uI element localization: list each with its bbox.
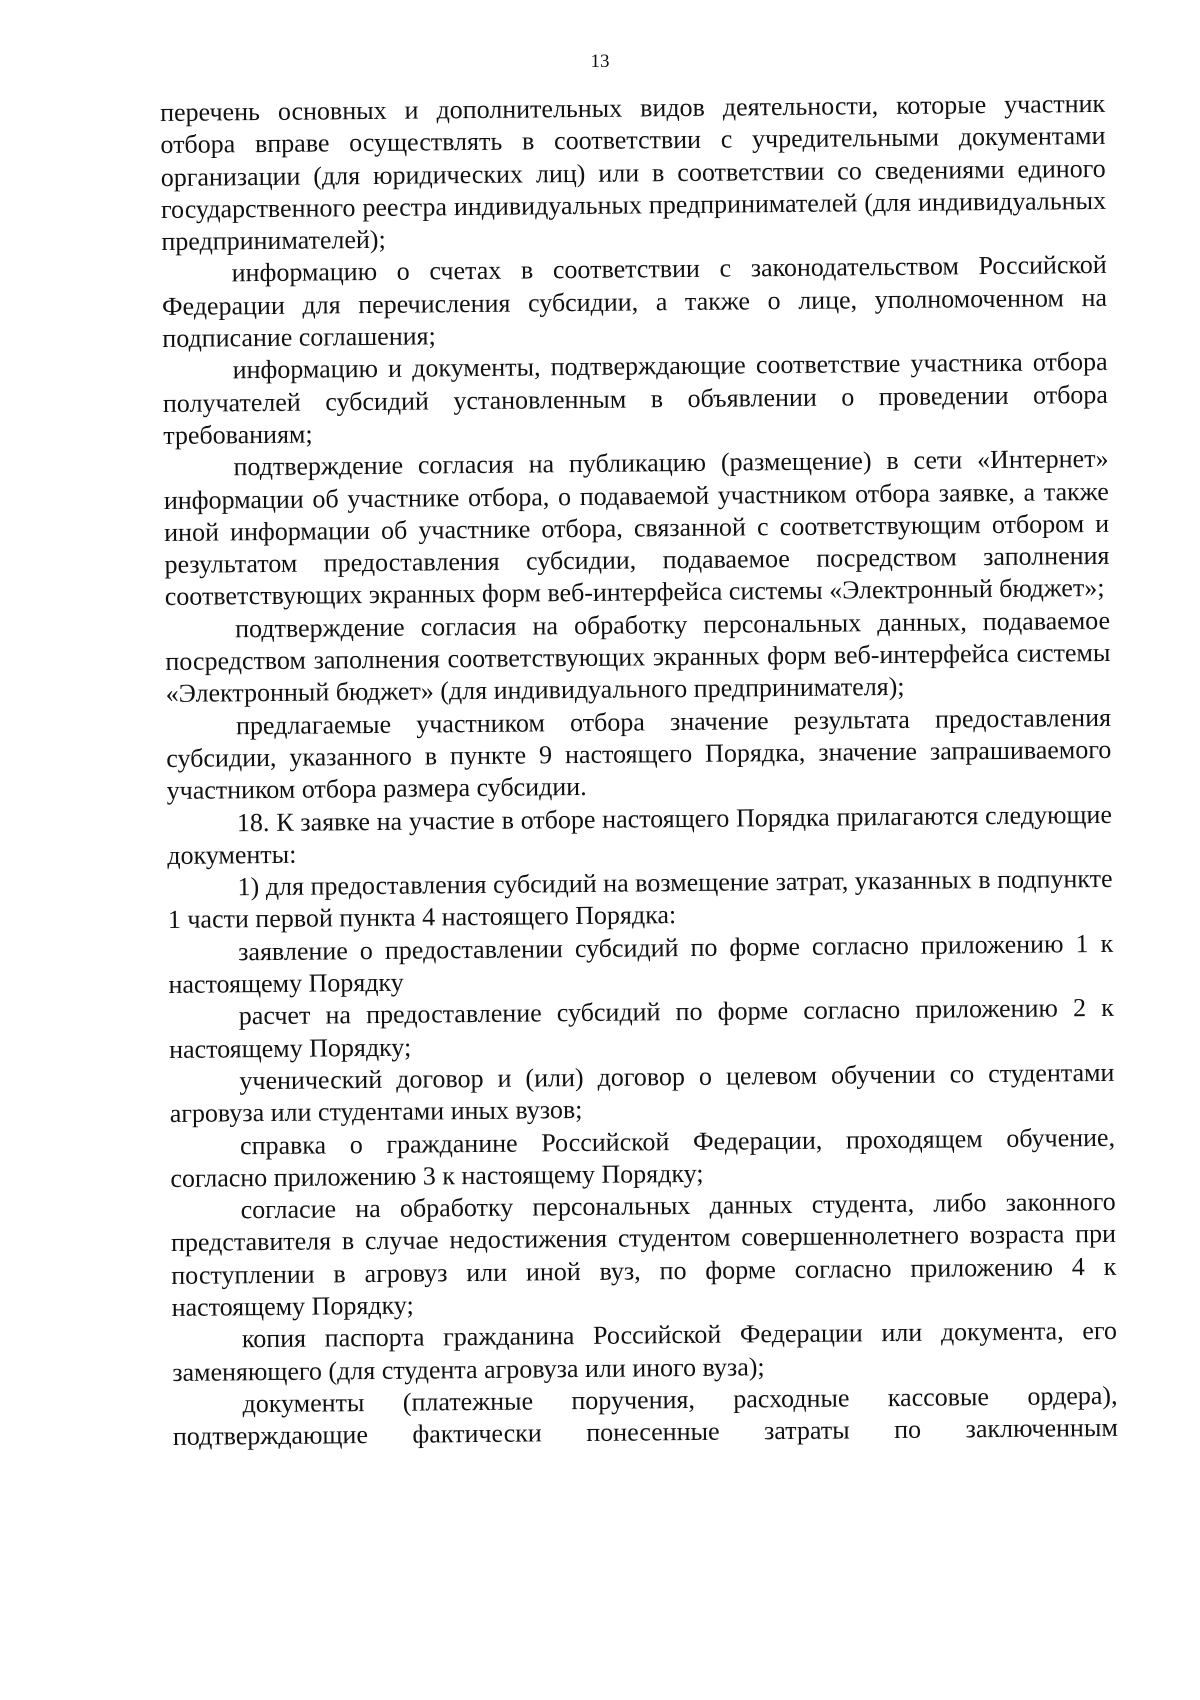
paragraph: информацию о счетах в соответствии с законодательством Российской Федерации для перечисления субсидии, а также о лице, уполномоченном на подписание соглашения; [161,250,1108,354]
paragraph: подтверждение согласия на обработку персональных данных, подаваемое посредством заполнения соответствующих экранных форм веб-интерфейса системы «Электронный бюджет» (для индивидуального предпринимателя); [165,605,1111,709]
document-body [160,88,1118,1453]
paragraph: копия паспорта гражданина Российской Федерации или документа, его заменяющего (для студента агровуза или иного вуза); [172,1316,1118,1387]
paragraph: предлагаемые участником отбора значение результата предоставления субсидии, указанного в пункте 9 настоящего Порядка, значение запрашиваемого участником отбора размера субсидии. [166,702,1112,806]
paragraph: подтверждение согласия на публикацию (размещение) в сети «Интернет» информации об участнике отбора, о подаваемой участником отбора заявке, а также иной информации об участнике отбора, связанной с соответствующим отбором и результатом предоставления субсидии, подаваемое посредством заполнения соответствующих экранных форм веб-интерфейса системы «Электронный бюджет»; [163,444,1110,612]
paragraph: перечень основных и дополнительных видов деятельности, которые участник отбора вправе осуществлять в соответствии с учредительными документами организации (для юридических лиц) или в соответствии со сведениями единого государственного реестра индивидуальных предпринимателей (для индивидуальных предпринимателей); [160,88,1107,257]
paragraph: согласие на обработку персональных данных студента, либо законного представителя в случае недостижения студентом совершеннолетнего возраста при поступлении в агровуз или иной вуз, по форме согласно приложению 4 к настоящему Порядку; [170,1186,1117,1322]
paragraph: заявление о предоставлении субсидий по форме согласно приложению 1 к настоящему Порядку [168,928,1114,999]
paragraph: расчет на предоставление субсидий по форме согласно приложению 2 к настоящему Порядку; [169,993,1114,1064]
paragraph: информацию и документы, подтверждающие соответствие участника отбора получателей субсидий установленным в объявлении о проведении отбора требованиям; [162,347,1109,450]
paragraph: справка о гражданине Российской Федерации, проходящем обучение, согласно приложению 3 к настоящему Порядку; [170,1122,1116,1193]
paragraph: ученический договор и (или) договор о целевом обучении со студентами агровуза или студентами иных вузов; [169,1057,1115,1129]
paragraph: документы (платежные поручения, расходные кассовые ордера), подтверждающие фактически понесенные затраты по заключенным [172,1380,1118,1452]
paragraph: 1) для предоставления субсидий на возмещение затрат, указанных в подпункте 1 части первой пункта 4 настоящего Порядка: [167,864,1113,935]
page-number: 13 [590,51,610,72]
paragraph: 18. К заявке на участие в отборе настоящего Порядка прилагаются следующие документы: [167,799,1113,870]
